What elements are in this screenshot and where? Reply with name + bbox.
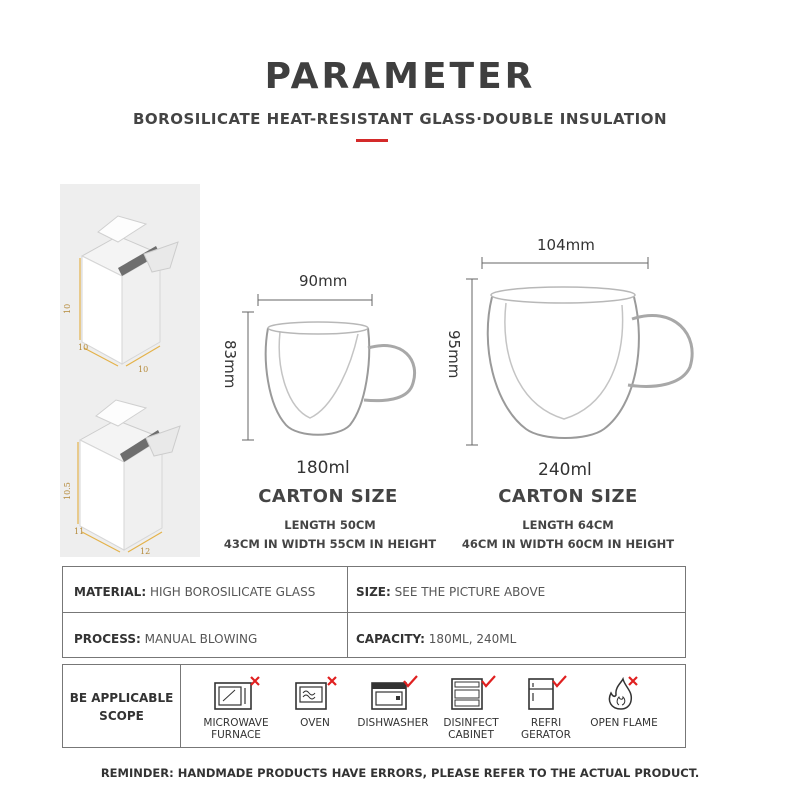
refrigerator-icon	[519, 675, 573, 711]
scope-item-disinfect-cabinet: DISINFECT CABINET	[431, 675, 511, 741]
page-title: PARAMETER	[264, 56, 536, 97]
scope-item-microwave: MICROWAVE FURNACE	[196, 675, 276, 741]
scope-item-open-flame: OPEN FLAME	[584, 675, 664, 729]
specs-table	[62, 566, 686, 658]
microwave-icon	[211, 675, 261, 711]
box-image-large	[60, 382, 200, 562]
cup-large-width-label: 104mm	[537, 236, 595, 254]
cup-small-carton-length: LENGTH 50CM	[284, 518, 376, 532]
spec-capacity: CAPACITY: 180ML, 240ML	[356, 632, 517, 646]
cup-small-carton-dimensions: 43CM IN WIDTH 55CM IN HEIGHT	[223, 537, 437, 551]
scope-label: BE APPLICABLE SCOPE	[69, 691, 174, 723]
cup-small-capacity-label: 180ml	[296, 458, 350, 478]
cup-large-capacity-label: 240ml	[538, 460, 592, 480]
box-small-length-label: 10	[78, 343, 89, 352]
flame-icon	[599, 675, 649, 711]
spec-size: SIZE: SEE THE PICTURE ABOVE	[356, 585, 546, 599]
scope-divider	[180, 665, 181, 747]
table-divider-horizontal	[63, 612, 685, 613]
scope-item-oven: OVEN	[275, 675, 355, 729]
dishwasher-icon	[366, 675, 420, 711]
page-subtitle: BOROSILICATE HEAT-RESISTANT GLASS·DOUBLE INSULATION	[132, 110, 668, 128]
box-image-small	[60, 194, 200, 374]
cup-large-height-label: 95mm	[445, 330, 463, 379]
cup-large-carton-title: CARTON SIZE	[498, 486, 638, 507]
disinfect-cabinet-icon	[444, 675, 498, 711]
cup-large-carton-length: LENGTH 64CM	[522, 518, 614, 532]
cup-small-diagram	[240, 290, 440, 470]
spec-material: MATERIAL: HIGH BOROSILICATE GLASS	[74, 585, 316, 599]
spec-process: PROCESS: MANUAL BLOWING	[74, 632, 258, 646]
box-large-length-label: 11	[74, 527, 85, 536]
box-small-height-label: 10	[63, 303, 72, 314]
cup-small-height-label: 83mm	[221, 340, 239, 389]
box-small-width-label: 10	[138, 365, 149, 374]
scope-item-refrigerator: REFRI GERATOR	[506, 675, 586, 741]
box-large-width-label: 12	[140, 547, 151, 556]
scope-item-dishwasher: DISHWASHER	[353, 675, 433, 729]
cup-large-carton-dimensions: 46CM IN WIDTH 60CM IN HEIGHT	[461, 537, 675, 551]
cup-large-diagram	[460, 255, 700, 455]
box-large-height-label: 10.5	[63, 482, 72, 500]
reminder-note: REMINDER: HANDMADE PRODUCTS HAVE ERRORS, PLEASE REFER TO THE ACTUAL PRODUCT.	[100, 766, 700, 780]
packaging-box-panel	[60, 184, 200, 557]
cup-small-carton-title: CARTON SIZE	[258, 486, 398, 507]
scope-table	[62, 664, 686, 748]
oven-icon	[290, 675, 340, 711]
table-divider-vertical	[347, 567, 348, 657]
cup-small-width-label: 90mm	[299, 272, 348, 290]
accent-divider	[356, 139, 388, 142]
